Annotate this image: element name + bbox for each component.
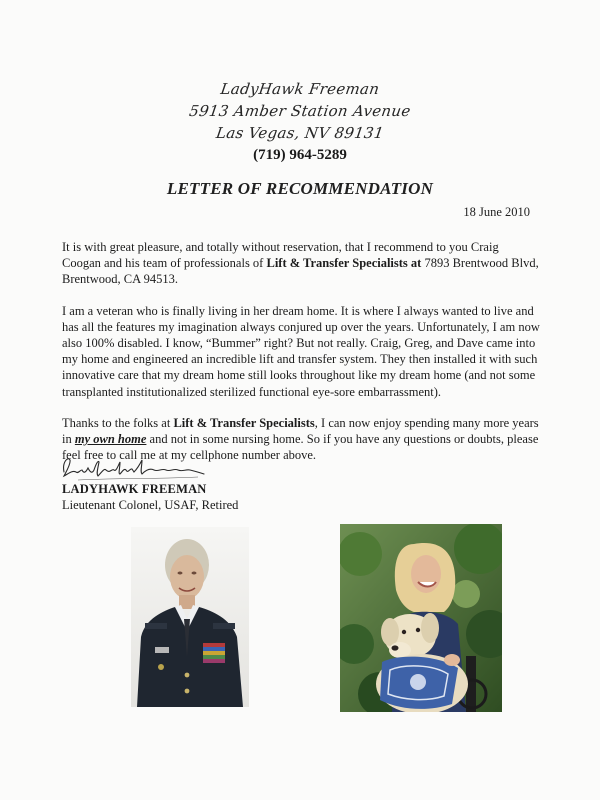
paragraph-closing-text-3: and not in some nursing home. So if you have any questions or doubts, please feel free to call me at my cellphone number above. (62, 432, 539, 463)
letterhead-city: Las Vegas, NV 89131 (214, 124, 386, 142)
letter-body (62, 239, 540, 478)
own-home-emphasis: my own home (74, 432, 147, 447)
company-name-closing: Lift & Transfer Specialists (173, 415, 315, 430)
handwritten-signature (58, 450, 208, 484)
signatory-rank: Lieutenant Colonel, USAF, Retired (62, 498, 239, 512)
letterhead (0, 78, 600, 165)
paragraph-closing-text-2: , I can now enjoy spending many more years in (62, 415, 539, 447)
paragraph-intro-text: It is with great pleasure, and totally without reservation, that I recommend to you Craig Coogan and his team of professionals of (62, 240, 499, 271)
paragraph-intro (62, 239, 540, 288)
letterhead-street: 5913 Amber Station Avenue (188, 102, 412, 120)
signatory-name: LADYHAWK FREEMAN (62, 482, 207, 496)
portrait-photo-uniform (131, 527, 249, 707)
letterhead-phone: (719) 964-5289 (253, 147, 347, 163)
letter-title: LETTER OF RECOMMENDATION (166, 179, 434, 198)
paragraph-closing-text: Thanks to the folks at (62, 415, 174, 430)
photo-with-service-dog (340, 524, 502, 712)
letterhead-name: LadyHawk Freeman (219, 80, 381, 98)
letter-date: 18 June 2010 (463, 205, 530, 219)
paragraph-story: I am a veteran who is finally living in her dream home. It is where I always wanted to live and has all the features my imagination always conjured up over the years. Unfortunately, I am now also 100% disabled. I know, “Bummer” right? But not really. Craig, Greg, and Dave came into my home and engineered an incredible lift and transfer system. They then installed it with such innovative care that my dream home still looks throughout like my dream home (and not some transplanted institutionalized sterilized functional eye-sore embarrassment). (62, 303, 540, 399)
company-name: Lift & Transfer Specialists at (266, 256, 422, 271)
paragraph-intro-address: 7893 Brentwood Blvd, Brentwood, CA 94513. (62, 256, 539, 287)
